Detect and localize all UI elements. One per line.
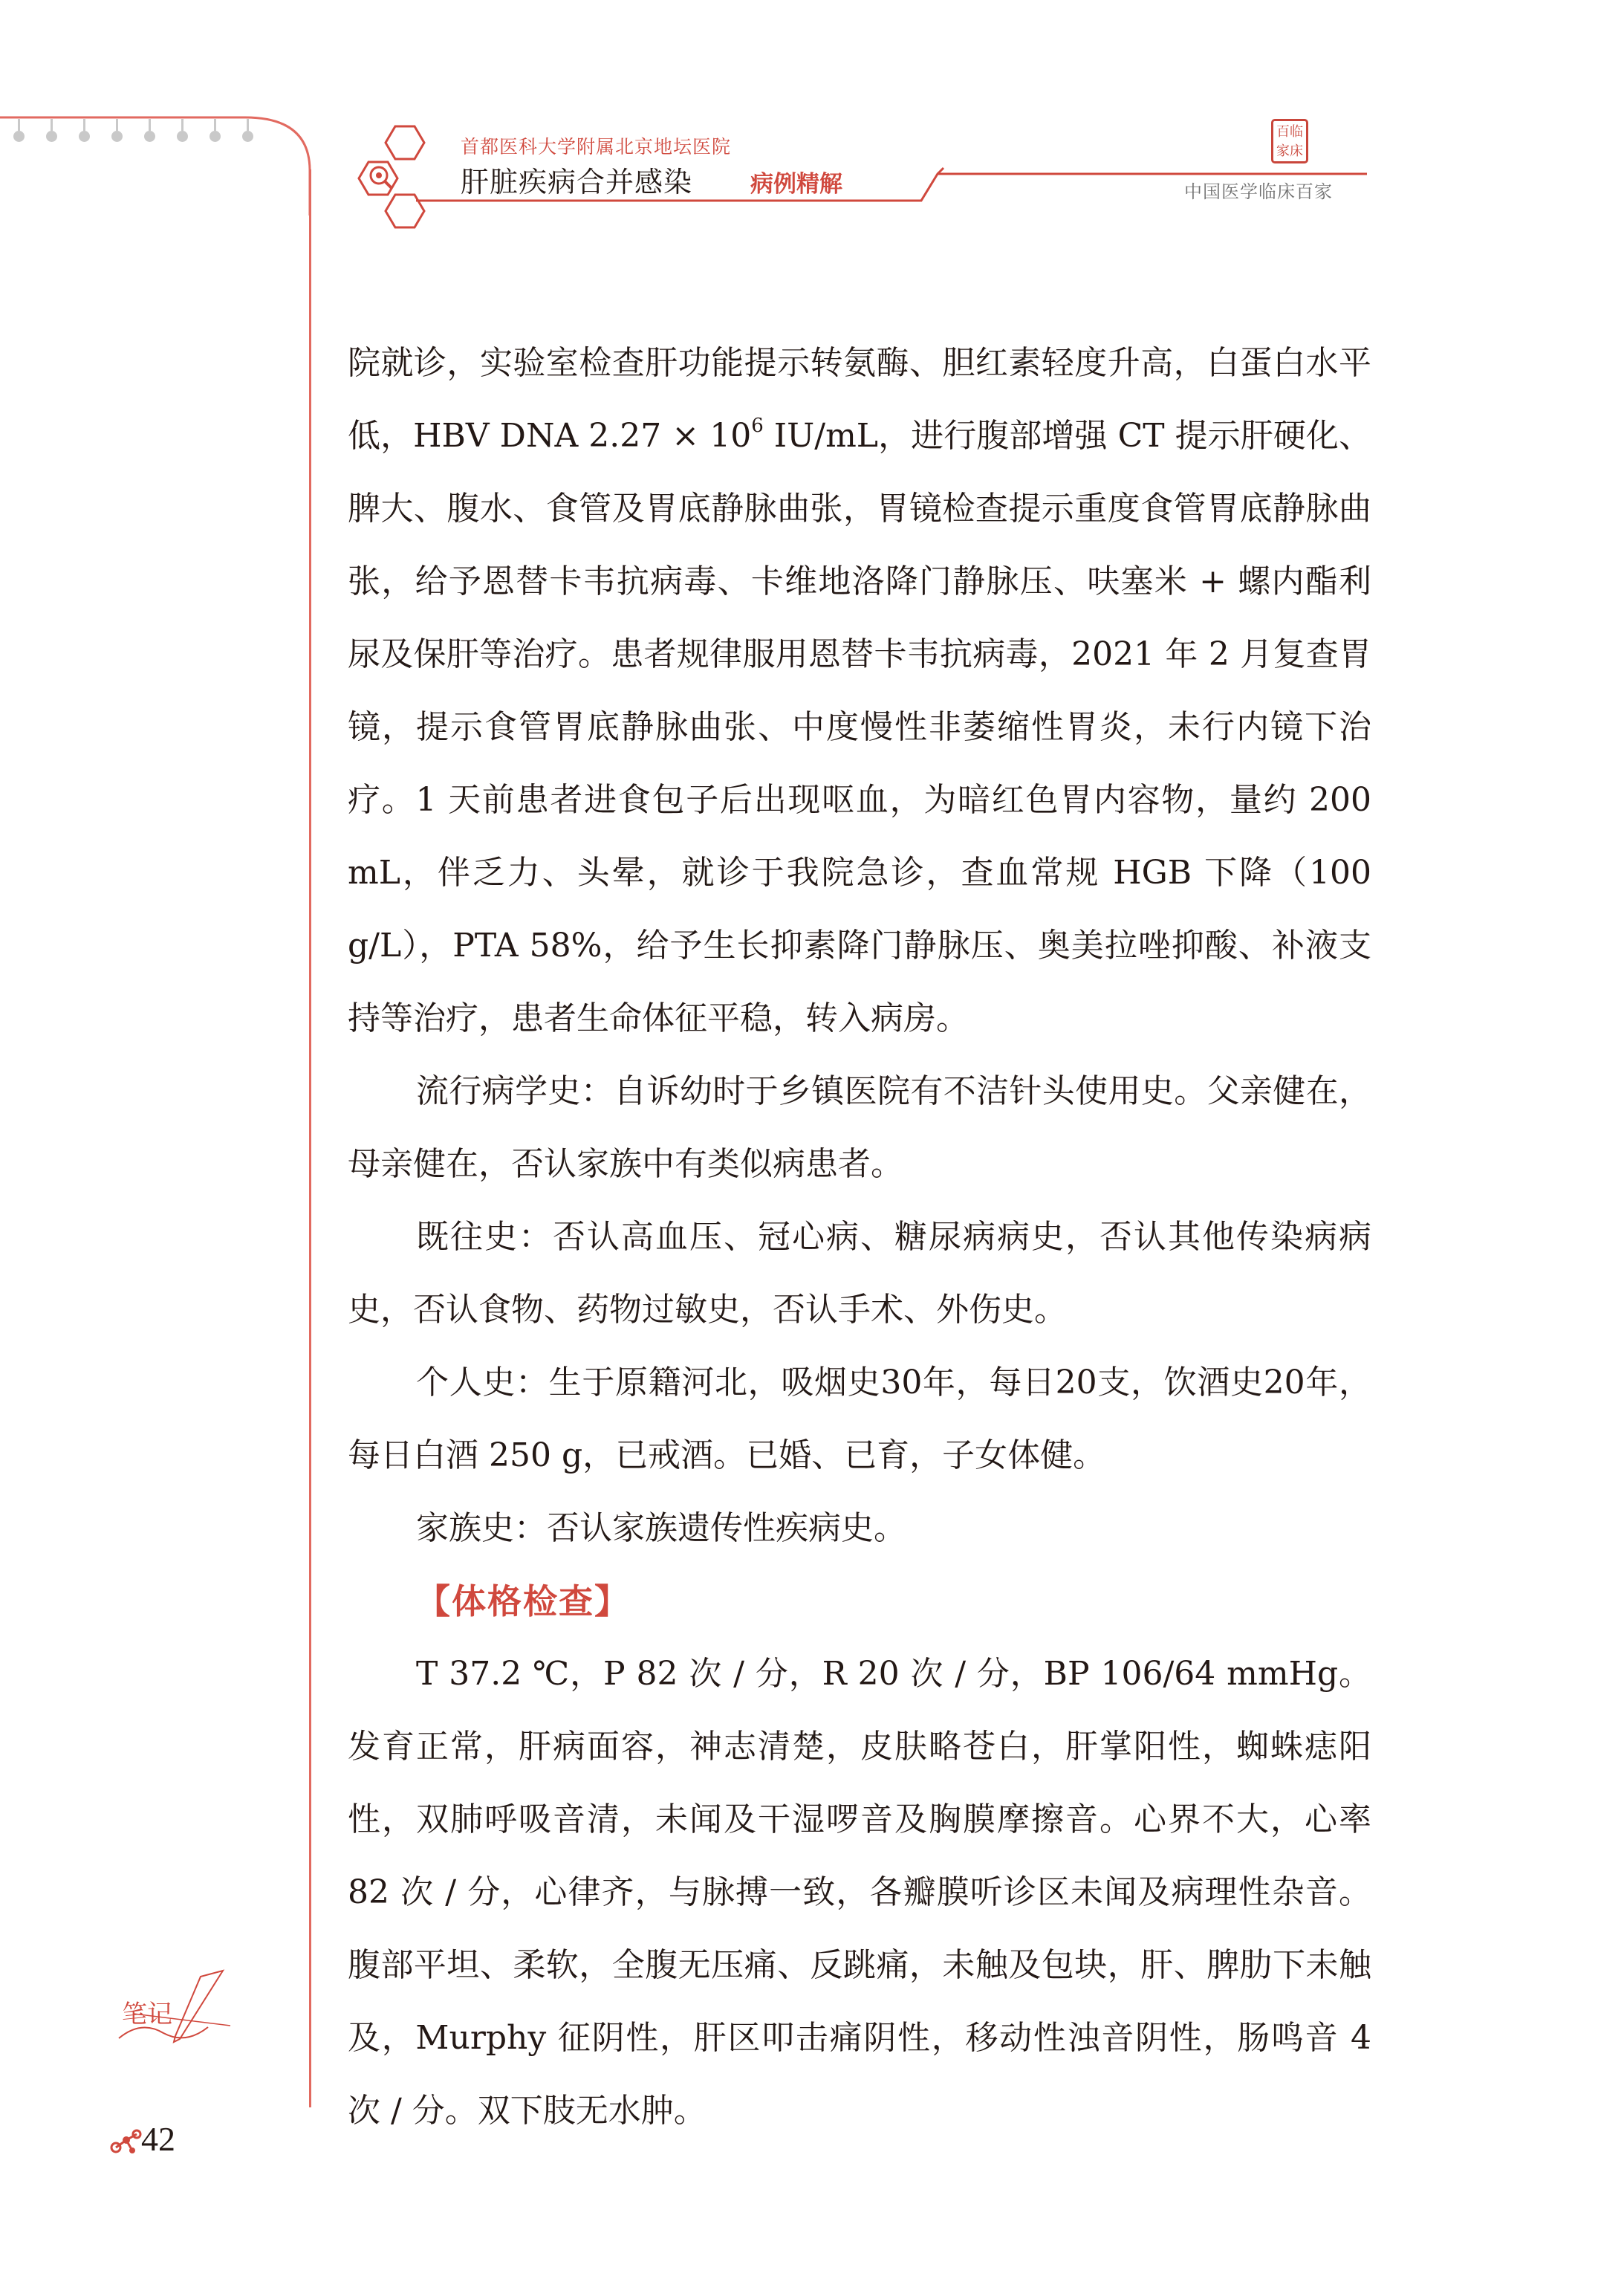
paragraph-family-history: 家族史：否认家族遗传性疾病史。 [416, 1509, 906, 1547]
paragraph-history [348, 327, 1371, 1055]
main-content [348, 327, 1371, 2148]
hexagon-logo-icon [349, 120, 446, 230]
book-subtitle: 病例精解 [750, 171, 842, 198]
paragraph-past-history: 既往史：否认高血压、冠心病、糖尿病病史，否认其他传染病病史，否认食物、药物过敏史，否认手术、外伤史。 [348, 1218, 1371, 1329]
margin-rule [309, 169, 311, 2107]
book-title: 肝脏疾病合并感染 [461, 166, 693, 198]
series-name: 中国医学临床百家 [1184, 181, 1333, 202]
superscript: 6 [751, 415, 764, 437]
notes-pen-icon [111, 1968, 238, 2057]
paragraph-text: 院就诊，实验室检查肝功能提示转氨酶、胆红素轻度升高，白蛋白水平低，HBV DNA 2.27 × 10 [348, 344, 1371, 455]
paragraph-personal-history: 个人史：生于原籍河北，吸烟史30年，每日20支，饮酒史20年，每日白酒 250 g，已戒酒。已婚、已育，子女体健。 [348, 1364, 1371, 1474]
header-rules [0, 111, 1624, 215]
notes-label: 笔记 [122, 2000, 172, 2029]
seal-logo: 百临 家床 [1271, 119, 1308, 163]
hospital-name: 首都医科大学附属北京地坛医院 [461, 136, 732, 158]
paragraph-text: IU/mL，进行腹部增强 CT 提示肝硬化、脾大、腹水、食管及胃底静脉曲张，胃镜检查提示重度食管胃底静脉曲张，给予恩替卡韦抗病毒、卡维地洛降门静脉压、呋塞米 + 螺内酯利尿及保肝等治疗。患者规律服用恩替卡韦抗病毒，2021 年 2 月复查胃镜，提示食管胃底静脉曲张、中度慢性非萎缩性胃炎，未行内镜下治疗。1 天前患者进食包子后出现呕血，为暗红色胃内容物，量约 200 mL，伴乏力、头晕，就诊于我院急诊，查血常规 HGB 下降（100 g/L），PTA 58%，给予生长抑素降门静脉压、奥美拉唑抑酸、补液支持等治疗，患者生命体征平稳，转入病房。 [348, 417, 1371, 1037]
paragraph-epidemiology: 流行病学史：自诉幼时于乡镇医院有不洁针头使用史。父亲健在，母亲健在，否认家族中有类似病患者。 [348, 1072, 1371, 1183]
paragraph-physical-exam: T 37.2 ℃，P 82 次 / 分，R 20 次 / 分，BP 106/64 mmHg。发育正常，肝病面容，神志清楚，皮肤略苍白，肝掌阳性，蜘蛛痣阳性，双肺呼吸音清，未闻及干湿啰音及胸膜摩擦音。心界不大，心率 82 次 / 分，心律齐，与脉搏一致，各瓣膜听诊区未闻及病理性杂音。腹部平坦、柔软，全腹无压痛、反跳痛，未触及包块，肝、脾肋下未触及，Murphy 征阴性，肝区叩击痛阴性，移动性浊音阴性，肠鸣音 4 次 / 分。双下肢无水肿。 [348, 1655, 1371, 2130]
page-number: 42 [141, 2120, 175, 2158]
molecule-icon [110, 2128, 143, 2155]
section-heading: 【体格检查】 [416, 1581, 630, 1621]
